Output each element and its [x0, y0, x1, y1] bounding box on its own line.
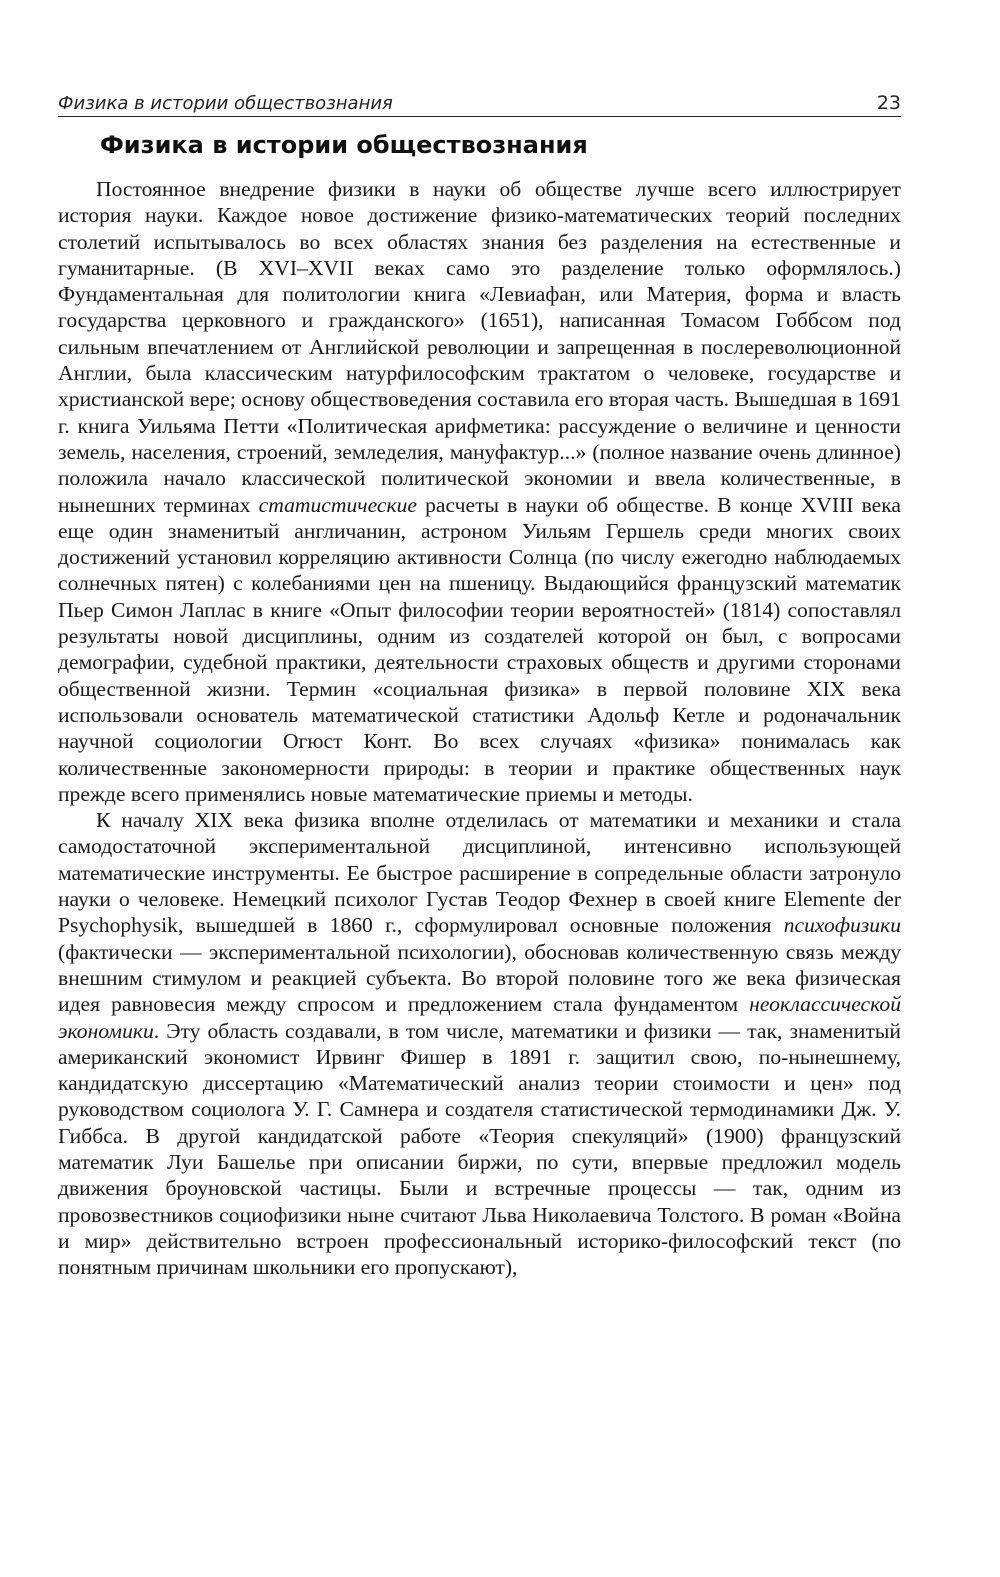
paragraph-1	[58, 176, 901, 807]
paragraph-text: расчеты в науки об обществе. В конце XVIII века еще один знаменитый англичанин, астроном Уильям Гершель среди многих своих достижений установил корреляцию активности Солнца (по числу ежегодно наблюдаемых солнечных пятен) с колебаниями цен на пшеницу. Выдающийся французский математик Пьер Симон Лаплас в книге «Опыт философии теории вероятностей» (1814) сопоставлял результаты новой дисциплины, одним из создателей которой он был, с вопросами демографии, судебной практики, деятельности страховых обществ и другими сторонами общественной жизни. Термин «социальная физика» в первой половине XIX века использовали основатель математической статистики Адольф Кетле и родоначальник научной социологии Огюст Конт. Во всех случаях «физика» понималась как количественные закономерности природы: в теории и практике общественных наук прежде всего применялись новые математические приемы и методы.	[58, 492, 902, 806]
paragraph-text: Постоянное внедрение физики в науки об обществе лучше всего иллюстрирует история науки. Каждое новое достижение физико-математических теорий последних столетий испытывалось во всех областях знания без разделения на естественные и гуманитарные. (В XVI–XVII веках само это разделение только оформлялось.) Фундаментальная для политологии книга «Левиафан, или Материя, форма и власть государства церковного и гражданского» (1651), написанная Томасом Гоббсом под сильным впечатлением от Английской революции и запрещенная в послереволюционной Англии, была классическим натурфилософским трактатом о человеке, государстве и христианской вере; основу обществоведения составила его вторая часть. Вышедшая в 1691 г. книга Уильяма Петти «Политическая арифметика: рассуждение о величине и ценности земель, населения, строений, земледелия, мануфактур...» (полное название очень длинное) положила начало классической политической экономии и ввела количественные, в нынешних терминах	[58, 177, 901, 517]
body-text	[58, 176, 901, 1280]
paragraph-text: (фактически — экспериментальной психологии), обосновав количественную связь между внешним стимулом и реакцией субъекта. Во второй половине того же века физическая идея равновесия между спросом и предложением стала фундаментом	[58, 939, 901, 1017]
italic-term: неоклассической экономики	[58, 992, 901, 1043]
book-page	[58, 84, 901, 1280]
paragraph-text: . Эту область создавали, в том числе, математики и физики — так, знаменитый американский экономист Ирвинг Фишер в 1891 г. защитил свою, по-нынешнему, кандидатскую диссертацию «Математический анализ теории стоимости и цен» под руководством социолога У. Г. Самнера и создателя статистической термодинамики Дж. У. Гиббса. В другой кандидатской работе «Теория спекуляций» (1900) французский математик Луи Башелье при описании биржи, по сути, впервые предложил модель движения броуновской частицы. Были и встречные процессы — так, одним из провозвестников социофизики ныне считают Льва Николаевича Толстого. В роман «Война и мир» действительно встроен профессиональный историко-философский текст (по понятным причинам школьники его пропускают),	[58, 1018, 901, 1280]
italic-term: статистические	[258, 492, 417, 517]
paragraph-2	[58, 807, 901, 1280]
running-title: Физика в истории обществознания	[58, 93, 393, 114]
page-number: 23	[876, 92, 901, 114]
running-header	[58, 84, 901, 117]
italic-term: психофизики	[783, 913, 901, 938]
paragraph-text: К началу XIX века физика вполне отделилась от математики и механики и стала самодостаточной экспериментальной дисциплиной, интенсивно использующей математические инструменты. Ее быстрое расширение в сопредельные области затронуло науки о человеке. Немецкий психолог Густав Теодор Фехнер в своей книге Elemente der Psychophysik, вышедшей в 1860 г., сформулировал основные положения	[58, 808, 901, 938]
section-title: Физика в истории обществознания	[100, 131, 588, 159]
